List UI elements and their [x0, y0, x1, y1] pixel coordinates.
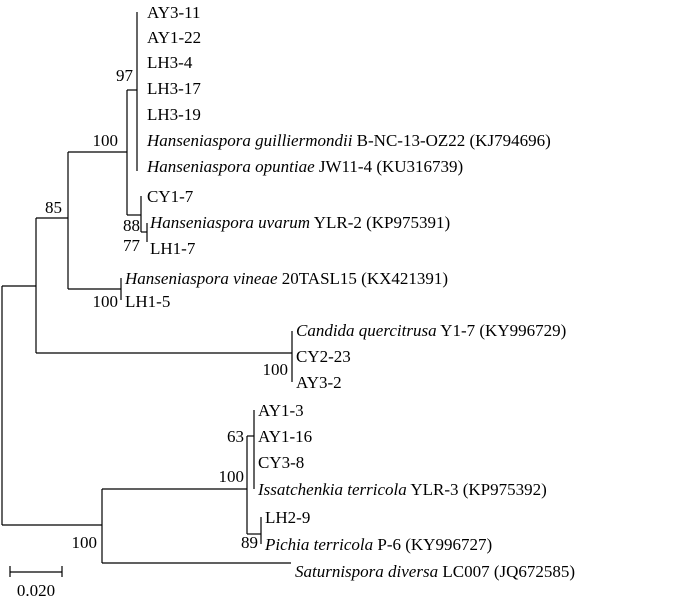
taxon-label: CY2-23 [296, 347, 351, 366]
taxon-label: Saturnispora diversa LC007 (JQ672585) [295, 562, 576, 581]
taxon-label: AY3-11 [147, 3, 201, 22]
bootstrap-value: 100 [92, 292, 118, 311]
taxon-label: Pichia terricola P-6 (KY996727) [265, 535, 493, 554]
taxon-label: AY1-3 [258, 401, 304, 420]
bootstrap-value: 89 [241, 533, 258, 552]
bootstrap-value: 97 [116, 66, 133, 85]
taxon-label: LH1-5 [125, 292, 171, 311]
taxon-label: AY3-2 [296, 373, 342, 392]
bootstrap-value: 100 [92, 131, 118, 150]
taxon-label: CY1-7 [147, 187, 194, 206]
taxon-label: Hanseniaspora guilliermondii B-NC-13-OZ22 (KJ794696) [147, 131, 551, 150]
bootstrap-value: 100 [71, 533, 97, 552]
scale-bar-label: 0.020 [16, 581, 56, 600]
taxon-label: AY1-16 [258, 427, 313, 446]
taxon-label: AY1-22 [147, 28, 202, 47]
taxon-label: LH3-4 [147, 53, 193, 72]
bootstrap-value: 77 [123, 236, 140, 255]
taxon-labels [124, 3, 575, 581]
bootstrap-value: 100 [262, 360, 288, 379]
taxon-label: Issatchenkia terricola YLR-3 (KP975392) [258, 480, 547, 499]
taxon-label: Candida quercitrusa Y1-7 (KY996729) [296, 321, 567, 340]
bootstrap-value: 85 [45, 198, 62, 217]
taxon-label: Hanseniaspora vineae 20TASL15 (KX421391) [125, 269, 449, 288]
bootstrap-value: 88 [123, 216, 140, 235]
taxon-label: LH3-17 [147, 79, 201, 98]
taxon-label: LH1-7 [150, 239, 196, 258]
bootstrap-value: 100 [218, 467, 244, 486]
taxon-label: Hanseniaspora opuntiae JW11-4 (KU316739) [147, 157, 464, 176]
taxon-label: LH3-19 [147, 105, 201, 124]
taxon-label: Hanseniaspora uvarum YLR-2 (KP975391) [150, 213, 451, 232]
bootstrap-value: 63 [227, 427, 244, 446]
taxon-label: LH2-9 [265, 508, 311, 527]
taxon-label: CY3-8 [258, 453, 305, 472]
